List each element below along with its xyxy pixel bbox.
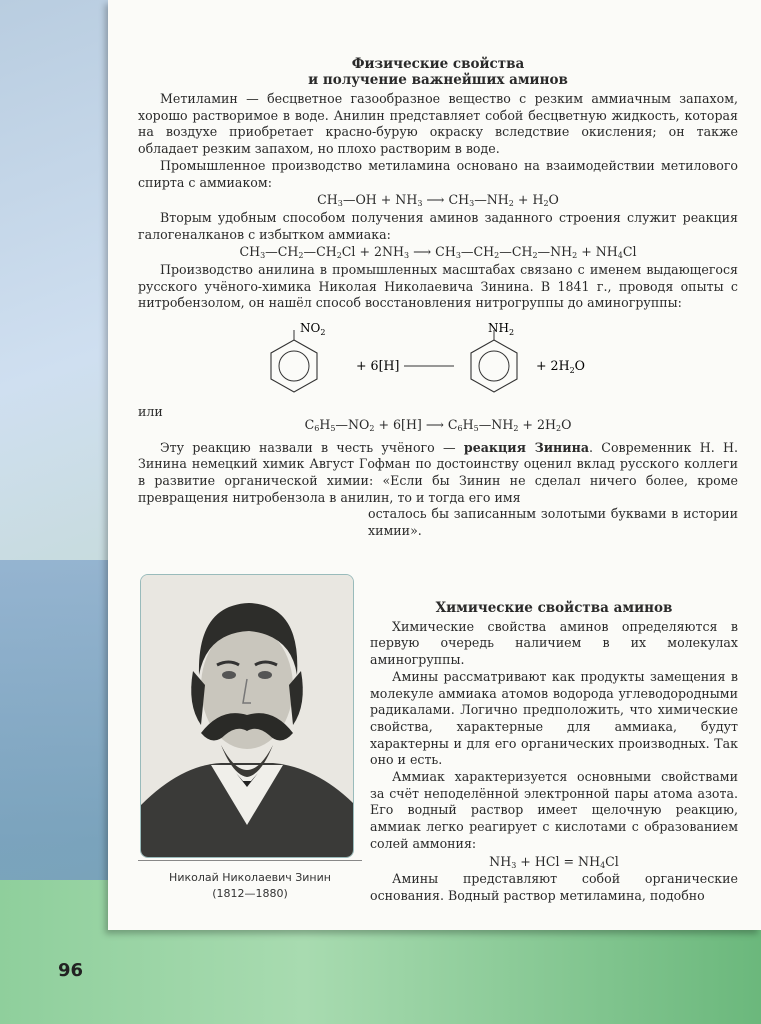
- section-title-line2: и получение важнейших аминов: [308, 72, 568, 88]
- paragraph-aniline: Производство анилина в промышленных масштабах связано с именем выдающегося русского учёного-химика Николая Николаевича Зинина. В 1841 г., проводя опыты с нитробензолом, он нашёл способ восстановления нитрогруппы до аминогруппы:: [138, 262, 738, 311]
- caption-name: Николай Николаевич Зинин: [169, 871, 331, 884]
- textbook-page: [108, 0, 761, 930]
- p5-start: Эту реакцию назвали в честь учёного —: [160, 439, 464, 455]
- equation-haloalkane: $CH_3—CH_2—CH_2Cl + 2NH_3$ ⟶ $CH_3—CH_2—CH_2—NH_2 + NH_4Cl$: [239, 244, 637, 261]
- equation-methanol-ammonia: $CH_3—OH + NH_3$ ⟶ $CH_3—NH_2 + H_2O$: [317, 192, 559, 209]
- page-number: 96: [58, 960, 84, 981]
- zinin-portrait: [140, 574, 354, 858]
- zinin-reaction-scheme: [138, 312, 738, 404]
- chemical-properties-column: [370, 600, 738, 905]
- word-or: или: [138, 404, 163, 420]
- portrait-image: [141, 575, 353, 857]
- caption-years: (1812—1880): [212, 887, 288, 900]
- paragraph-production: Промышленное производство метиламина основано на взаимодействии метилового спирта с аммиаком:: [138, 157, 738, 190]
- page-content: [138, 56, 738, 540]
- nh2-label-text: $NH_2$: [488, 321, 515, 338]
- no2-label-text: $NO_2$: [300, 321, 326, 338]
- paragraph-methylamine: Метиламин — бесцветное газообразное вещество с резким аммиачным запахом, хорошо растворимое в воде. Анилин представляет собой бесцветную жидкость, которая на воздухе приобретает красно-бурую окраску вследствие окисления; он также обладает резким запахом, но плохо растворим в воде.: [138, 91, 738, 157]
- portrait-caption: [138, 870, 362, 902]
- paragraph-haloalkanes: Вторым удобным способом получения аминов заданного строения служит реакция галогеналканов с избытком аммиака:: [138, 209, 738, 242]
- equation-zinin: $C_6H_5—NO_2 + 6[H]$ ⟶ $C_6H_5—NH_2 + 2H_2O$: [304, 416, 572, 433]
- equation-ammonium-chloride: $NH_3$ + HCl = $NH_4Cl$: [489, 853, 619, 870]
- paragraph-zinin-reaction: [138, 440, 738, 507]
- caption-divider: [138, 860, 362, 861]
- p5-end: . Современник Н. Н. Зинина немецкий химик Август Гофман по достоинству оценил вклад русского коллеги в развитие органической химии: «Если бы Зинин не сделал ничего более, кроме превращения нитробензола в анилин, то и тогда его имя: [138, 439, 738, 505]
- benzene-scheme-svg: [138, 312, 738, 404]
- plus-water-text: + $2H_2O$: [536, 358, 585, 376]
- nitrobenzene-structure: [271, 321, 325, 392]
- section-title-chemical-properties: Химические свойства аминов: [435, 600, 673, 616]
- zinin-reaction-term: реакция Зинина: [463, 439, 589, 455]
- plus-hydrogen-text: + 6[H]: [356, 358, 400, 374]
- paragraph-amines-bases: Амины представляют собой органические основания. Водный раствор метиламина, подобно: [370, 871, 738, 903]
- paragraph-ammonia-basic: Аммиак характеризуется основными свойствами за счёт неподелённой электронной пары атома азота. Его водный раствор имеет щелочную реакцию, аммиак легко реагирует с кислотами с образованием солей аммония:: [370, 769, 738, 851]
- paragraph-quote-tail: осталось бы записанным золотыми буквами в истории химии».: [368, 506, 738, 539]
- paragraph-amino-group: Химические свойства аминов определяются в первую очередь наличием в их молекулах аминогруппы.: [370, 618, 738, 668]
- section-title-line1: Физические свойства: [351, 56, 525, 72]
- aniline-structure: [471, 321, 517, 392]
- paragraph-substitution: Амины рассматривают как продукты замещения в молекуле аммиака атомов водорода углеводородными радикалами. Логично предположить, что химические свойства, характерные для аммиака, будут характерны и для его органических производных. Так оно и есть.: [370, 668, 738, 768]
